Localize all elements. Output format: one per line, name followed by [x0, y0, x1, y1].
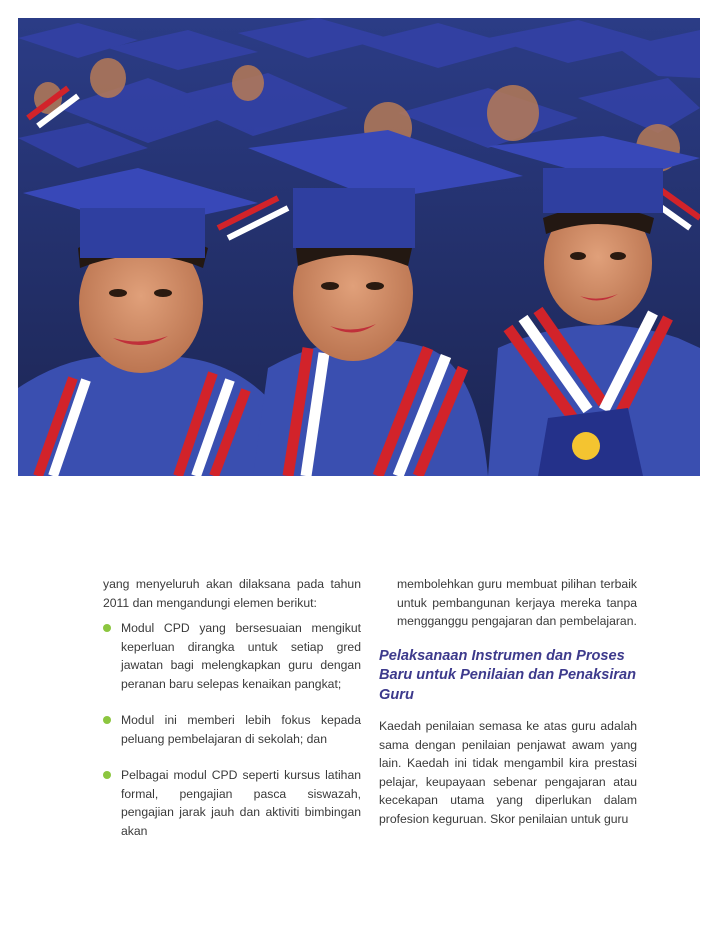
list-item — [103, 619, 361, 693]
graduation-children-illustration — [18, 18, 700, 476]
list-item — [103, 711, 361, 748]
bullet-continuation: membolehkan guru membuat pilihan terbaik untuk pembangunan kerjaya mereka tanpa mengganggu pengajaran dan pembelajaran. — [397, 577, 637, 628]
bullet-dot-icon — [103, 771, 111, 779]
list-item-text: Modul CPD yang bersesuaian mengikut keperluan dirangka untuk setiap gred jawatan bagi melengkapkan guru dengan peranan baru selepas kenaikan pangkat; — [121, 621, 361, 691]
list-item-text: Modul ini memberi lebih fokus kepada peluang pembelajaran di sekolah; dan — [121, 713, 361, 746]
section-heading: Pelaksanaan Instrumen dan Proses Baru untuk Penilaian dan Penaksiran Guru — [379, 647, 637, 703]
bullet-dot-icon — [103, 624, 111, 632]
element-list — [103, 619, 361, 840]
bullet-dot-icon — [103, 716, 111, 724]
right-column — [379, 575, 637, 828]
list-item-text: Pelbagai modul CPD seperti kursus latihan formal, pengajian pasca siswazah, pengajian jarak jauh dan aktiviti bimbingan akan — [121, 768, 361, 838]
body-paragraph: Kaedah penilaian semasa ke atas guru adalah sama dengan penilaian penjawat awam yang lain. Kaedah ini tidak mengambil kira prestasi pelajar, keupayaan sebenar pengajaran atau kecekapan utama yang diperlukan dalam profesion keguruan. Skor penilaian untuk guru — [379, 719, 637, 826]
list-item — [103, 766, 361, 840]
hero-photo — [18, 18, 700, 476]
intro-paragraph: yang menyeluruh akan dilaksana pada tahun 2011 dan mengandungi elemen berikut: — [103, 577, 361, 610]
left-column — [103, 575, 361, 858]
